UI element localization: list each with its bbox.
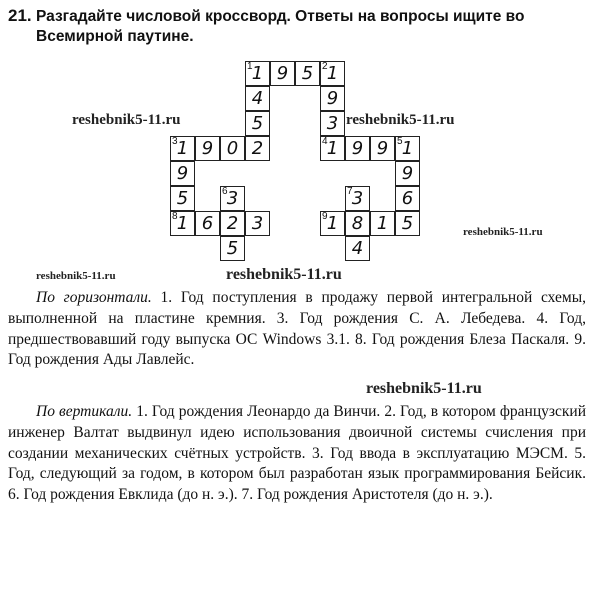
clue-number: 4: [322, 136, 328, 147]
crossword-cell: [170, 211, 195, 236]
crossword-cell: [220, 211, 245, 236]
cell-digit: 0: [226, 138, 239, 159]
cell-digit: 1: [176, 138, 189, 159]
watermark: reshebnik5-11.ru: [463, 226, 543, 238]
crossword-cell: [220, 186, 245, 211]
cell-digit: 5: [176, 188, 189, 209]
clue-number: 2: [322, 61, 328, 72]
clue-number: 7: [347, 186, 353, 197]
cell-digit: 5: [251, 113, 264, 134]
crossword-cell: [245, 86, 270, 111]
crossword-cell: [245, 111, 270, 136]
crossword-cell: [345, 136, 370, 161]
watermark: reshebnik5-11.ru: [72, 112, 181, 128]
cell-digit: 9: [176, 163, 189, 184]
clue-number: 1: [247, 61, 253, 72]
crossword-cell: [320, 111, 345, 136]
clue-number: 3: [172, 136, 178, 147]
horizontal-heading: По горизонтали.: [36, 289, 152, 306]
cell-digit: 5: [301, 63, 314, 84]
cell-digit: 4: [251, 88, 264, 109]
cell-digit: 8: [351, 213, 364, 234]
cell-digit: 1: [401, 138, 414, 159]
cell-digit: 9: [276, 63, 289, 84]
cell-digit: 1: [376, 213, 389, 234]
cell-digit: 9: [401, 163, 414, 184]
task-number: 21.: [8, 6, 32, 25]
horizontal-clues: [8, 288, 586, 371]
cell-digit: 5: [401, 213, 414, 234]
cell-digit: 4: [351, 238, 364, 259]
watermark: reshebnik5-11.ru: [346, 112, 455, 128]
crossword-cell: [345, 211, 370, 236]
cell-digit: 3: [226, 188, 239, 209]
crossword-cell: [370, 211, 395, 236]
cell-digit: 5: [226, 238, 239, 259]
crossword-cell: [320, 86, 345, 111]
crossword-cell: [320, 61, 345, 86]
crossword-cell: [345, 186, 370, 211]
crossword-cell: [220, 136, 245, 161]
cell-digit: 3: [351, 188, 364, 209]
crossword-cell: [170, 136, 195, 161]
cell-digit: 3: [326, 113, 339, 134]
crossword-cell: [395, 161, 420, 186]
crossword-cell: [170, 161, 195, 186]
crossword-cell: [195, 136, 220, 161]
task-text: Разгадайте числовой кроссворд. Ответы на вопросы ищите во Всемирной паутине.: [36, 8, 525, 45]
watermark: reshebnik5-11.ru: [36, 270, 116, 282]
horizontal-text: 1. Год поступления в продажу первой интегральной схемы, выполненной на пластине кремния. 3. Год рождения С. А. Лебедева. 4. Год, предшествовавший году выпуска ОС Windows 3.1. 8. Год рождения Блеза Паскаля. 9. Год рождения Ады Лавлейс.: [8, 289, 586, 369]
crossword-grid: [0, 0, 595, 290]
crossword-cell: [320, 211, 345, 236]
crossword-cell: [245, 211, 270, 236]
crossword-cell: [170, 186, 195, 211]
crossword-cell: [370, 136, 395, 161]
crossword-cell: [270, 61, 295, 86]
crossword-cell: [295, 61, 320, 86]
cell-digit: 9: [326, 88, 339, 109]
clue-number: 5: [397, 136, 403, 147]
vertical-heading: По вертикали.: [36, 403, 133, 420]
cell-digit: 9: [376, 138, 389, 159]
crossword-cell: [395, 136, 420, 161]
cell-digit: 3: [251, 213, 264, 234]
cell-digit: 6: [401, 188, 414, 209]
vertical-clues: [8, 402, 586, 506]
watermark: reshebnik5-11.ru: [226, 266, 342, 283]
crossword-cell: [345, 236, 370, 261]
clue-number: 6: [222, 186, 228, 197]
crossword-cell: [395, 186, 420, 211]
clue-number: 9: [322, 211, 328, 222]
cell-digit: 2: [226, 213, 239, 234]
cell-digit: 1: [251, 63, 264, 84]
watermark: reshebnik5-11.ru: [366, 380, 482, 397]
cell-digit: 1: [326, 138, 339, 159]
cell-digit: 9: [351, 138, 364, 159]
cell-digit: 2: [251, 138, 264, 159]
crossword-cell: [220, 236, 245, 261]
crossword-cell: [320, 136, 345, 161]
clue-number: 8: [172, 211, 178, 222]
cell-digit: 1: [176, 213, 189, 234]
crossword-cell: [245, 61, 270, 86]
cell-digit: 1: [326, 63, 339, 84]
crossword-cell: [395, 211, 420, 236]
cell-digit: 9: [201, 138, 214, 159]
cell-digit: 6: [201, 213, 214, 234]
vertical-text: 1. Год рождения Леонардо да Винчи. 2. Год, в котором французский инженер Валтат выдвинул идею использования двоичной системы счисления при создании механических счётных устройств. 3. Год ввода в эксплуатацию МЭСМ. 5. Год, следующий за годом, в котором был разработан язык программирования Бейсик. 6. Год рождения Евклида (до н. э.). 7. Год рождения Аристотеля (до н. э.).: [8, 403, 587, 504]
crossword-cell: [245, 136, 270, 161]
crossword-cell: [195, 211, 220, 236]
cell-digit: 1: [326, 213, 339, 234]
